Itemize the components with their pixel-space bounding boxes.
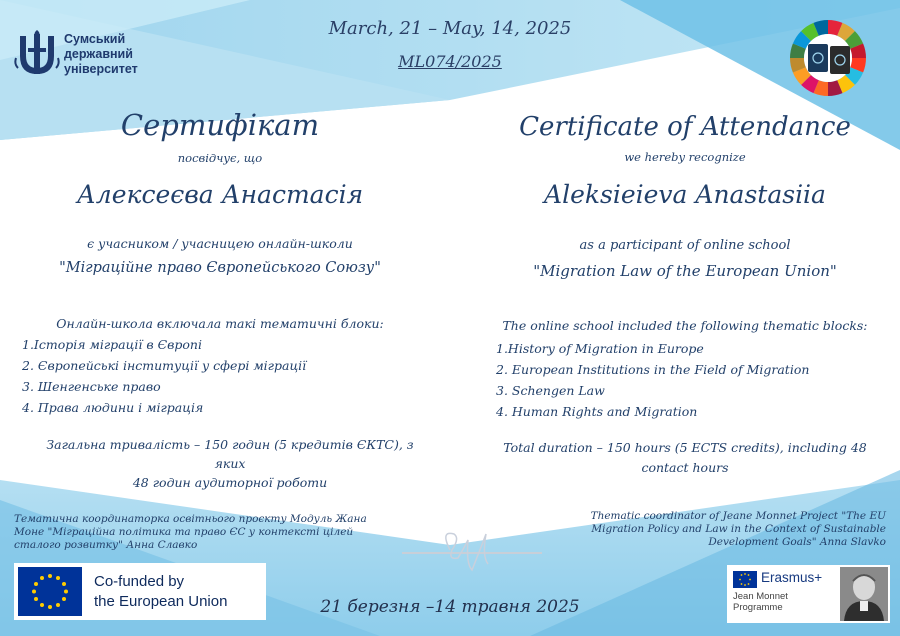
eu-flag-icon	[18, 567, 82, 616]
eu-text-line: the European Union	[94, 593, 228, 610]
jm-text-line: Programme	[733, 602, 783, 613]
coordinator-ua	[14, 513, 404, 552]
participant-text-en: as a participant of online school	[579, 238, 791, 253]
coordinator-line: Development Goals" Anna Slavko	[708, 536, 886, 548]
dates-ua: 21 березня –14 травня 2025	[320, 597, 580, 617]
list-item: 2. European Institutions in the Field of Migration	[496, 362, 810, 377]
blocks-list-ua	[22, 334, 402, 418]
dates-en: March, 21 – May, 14, 2025	[328, 18, 572, 39]
certificate-code: ML074/2025	[398, 52, 502, 71]
jm-text-line: Jean Monnet	[733, 591, 788, 602]
university-name	[64, 32, 138, 77]
eu-cofunded-text	[94, 572, 227, 612]
duration-ua	[30, 435, 430, 492]
coordinator-line: Thematic coordinator of Jeane Monnet Project "The EU	[590, 510, 886, 522]
sdg-wheel-icon	[788, 18, 868, 98]
university-emblem-icon	[14, 30, 60, 80]
blocks-list-en	[496, 338, 896, 422]
school-name-ua: "Міграційне право Європейського Союзу"	[59, 260, 381, 276]
subtitle-ua: посвідчує, що	[177, 151, 263, 165]
erasmus-jean-monnet-logo	[727, 565, 890, 623]
blocks-intro-ua: Онлайн-школа включала такі тематичні блоки:	[56, 316, 384, 331]
list-item: 2. Європейські інституції у сфері міграції	[22, 358, 307, 373]
coordinator-line: Моне "Міграційна політика та право ЄС у контексті цілей	[14, 526, 354, 538]
list-item: 4. Права людини і міграція	[22, 400, 204, 415]
duration-line: Total duration – 150 hours (5 ECTS credits), including 48	[503, 440, 867, 455]
blocks-intro-en: The online school included the following thematic blocks:	[502, 318, 868, 333]
recipient-name-ua: Алексеєва Анастасія	[76, 180, 364, 209]
eu-text-line: Co-funded by	[94, 573, 185, 590]
coordinator-line: сталого розвитку" Анна Славко	[14, 539, 198, 551]
participant-text-ua: є учасником / учасницею онлайн-школи	[87, 236, 353, 251]
eu-cofunded-logo	[14, 563, 266, 620]
list-item: 4. Human Rights and Migration	[496, 404, 698, 419]
list-item: 3. Schengen Law	[496, 383, 605, 398]
signature	[402, 520, 542, 580]
title-en: Certificate of Attendance	[519, 112, 851, 142]
coordinator-en	[560, 510, 886, 549]
jean-monnet-portrait	[840, 567, 888, 621]
university-name-line: Сумський	[64, 32, 126, 46]
university-name-line: державний	[64, 47, 133, 61]
university-name-line: університет	[64, 62, 138, 76]
list-item: 1.Історія міграції в Європі	[22, 337, 202, 352]
school-name-en: "Migration Law of the European Union"	[533, 262, 837, 280]
list-item: 3. Шенгенське право	[22, 379, 161, 394]
duration-line: Загальна тривалість – 150 годин (5 кредитів ЄКТС), з яких	[46, 437, 414, 471]
duration-line: 48 годин аудиторної роботи	[132, 475, 328, 490]
recipient-name-en: Aleksieieva Anastasiia	[544, 180, 826, 209]
coordinator-line: Migration Policy and Law in the Context of Sustainable	[591, 523, 886, 535]
erasmus-label: Erasmus+	[761, 570, 823, 585]
eu-flag-icon	[733, 571, 757, 588]
title-ua: Сертифікат	[120, 108, 320, 142]
coordinator-line: Тематична координаторка освітнього проєкту Модуль Жана	[14, 513, 367, 525]
list-item: 1.History of Migration in Europe	[496, 341, 704, 356]
duration-line: contact hours	[641, 460, 729, 475]
subtitle-en: we hereby recognize	[624, 150, 746, 164]
duration-en	[480, 438, 890, 478]
jean-monnet-label	[733, 591, 788, 613]
